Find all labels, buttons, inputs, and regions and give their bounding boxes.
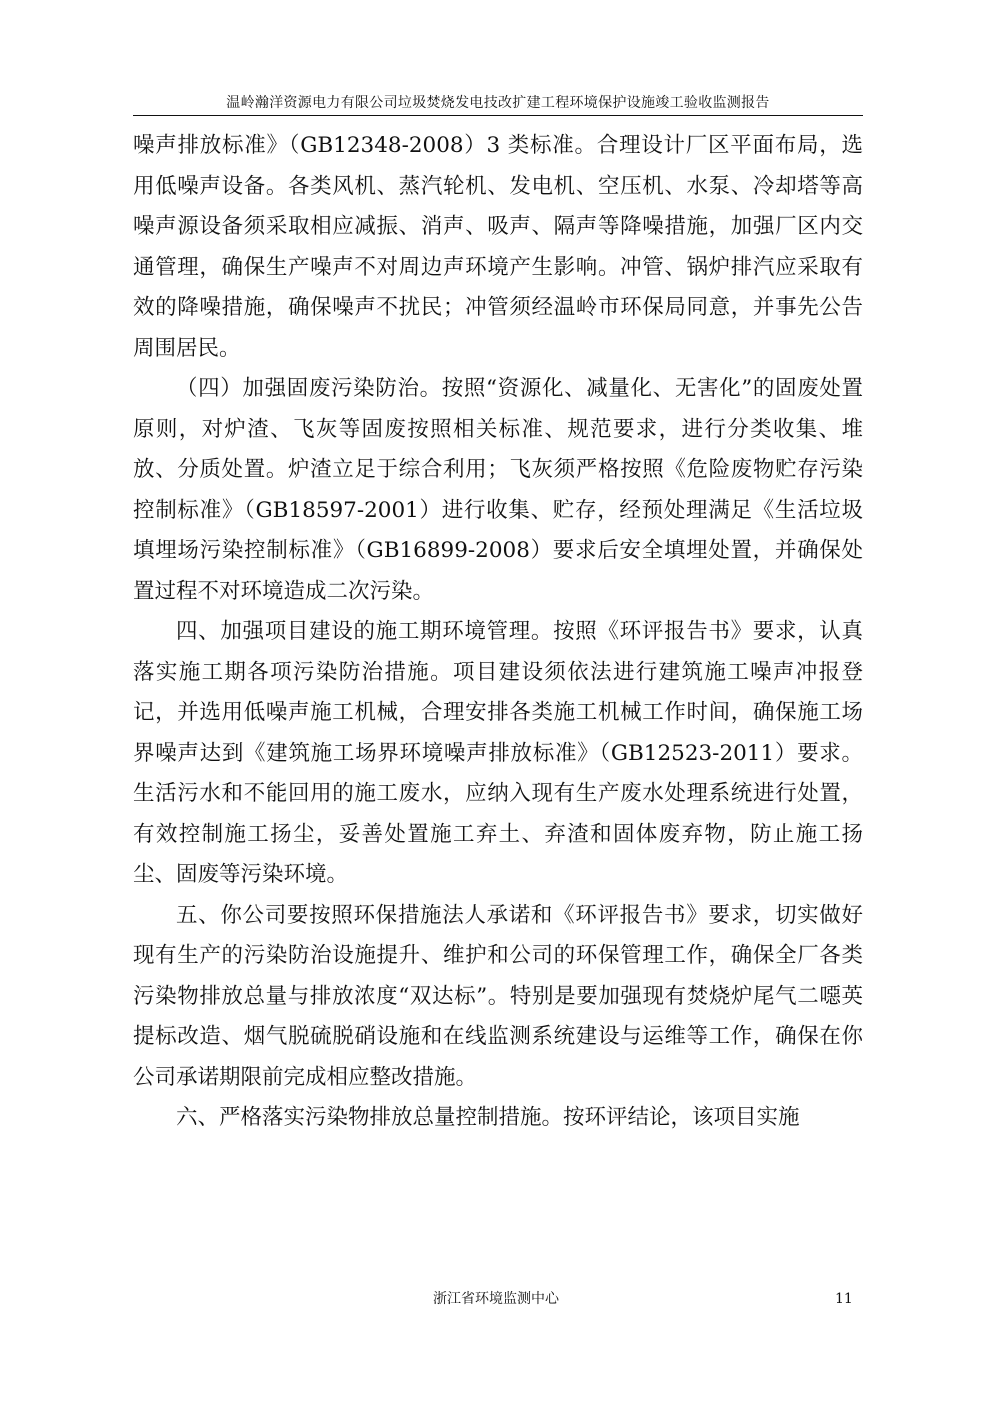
paragraph-company-commitment: 五、你公司要按照环保措施法人承诺和《环评报告书》要求，切实做好现有生产的污染防治设施提升、维护和公司的环保管理工作，确保全厂各类污染物排放总量与排放浓度“双达标”。特别是要加强现有焚烧炉尾气二噁英提标改造、烟气脱硫脱硝设施和在线监测系统建设与运维等工作，确保在你公司承诺期限前完成相应整改措施。 (133, 902, 863, 1090)
footer-organization: 浙江省环境监测中心 (433, 1291, 559, 1307)
body-text (133, 126, 863, 1139)
header-rule (133, 115, 863, 116)
paragraph-construction-management: 四、加强项目建设的施工期环境管理。按照《环评报告书》要求，认真落实施工期各项污染防治措施。项目建设须依法进行建筑施工噪声冲报登记，并选用低噪声施工机械，合理安排各类施工机械工作时间，确保施工场界噪声达到《建筑施工场界环境噪声排放标准》（GB12523-2011）要求。生活污水和不能回用的施工废水，应纳入现有生产废水处理系统进行处置，有效控制施工扬尘，妥善处置施工弃土、弃渣和固体废弃物，防止施工扬尘、固废等污染环境。 (133, 619, 863, 887)
paragraph-solid-waste: （四）加强固废污染防治。按照“资源化、减量化、无害化”的固废处置原则，对炉渣、飞灰等固废按照相关标准、规范要求，进行分类收集、堆放、分质处置。炉渣立足于综合利用；飞灰须严格按照《危险废物贮存污染控制标准》（GB18597-2001）进行收集、贮存，经预处理满足《生活垃圾填埋场污染控制标准》（GB16899-2008）要求后安全填埋处置，并确保处置过程不对环境造成二次污染。 (133, 376, 863, 604)
page-number: 11 (835, 1291, 853, 1307)
paragraph-total-emission-control: 六、严格落实污染物排放总量控制措施。按环评结论，该项目实施 (176, 1105, 800, 1130)
page-header: 温岭瀚洋资源电力有限公司垃圾焚烧发电技改扩建工程环境保护设施竣工验收监测报告 (226, 95, 770, 111)
paragraph-noise-continued: 噪声排放标准》（GB12348-2008）3 类标准。合理设计厂区平面布局，选用低噪声设备。各类风机、蒸汽轮机、发电机、空压机、水泵、冷却塔等高噪声源设备须采取相应减振、消声、吸声、隔声等降噪措施，加强厂区内交通管理，确保生产噪声不对周边声环境产生影响。冲管、锅炉排汽应采取有效的降噪措施，确保噪声不扰民；冲管须经温岭市环保局同意，并事先公告周围居民。 (133, 133, 863, 361)
